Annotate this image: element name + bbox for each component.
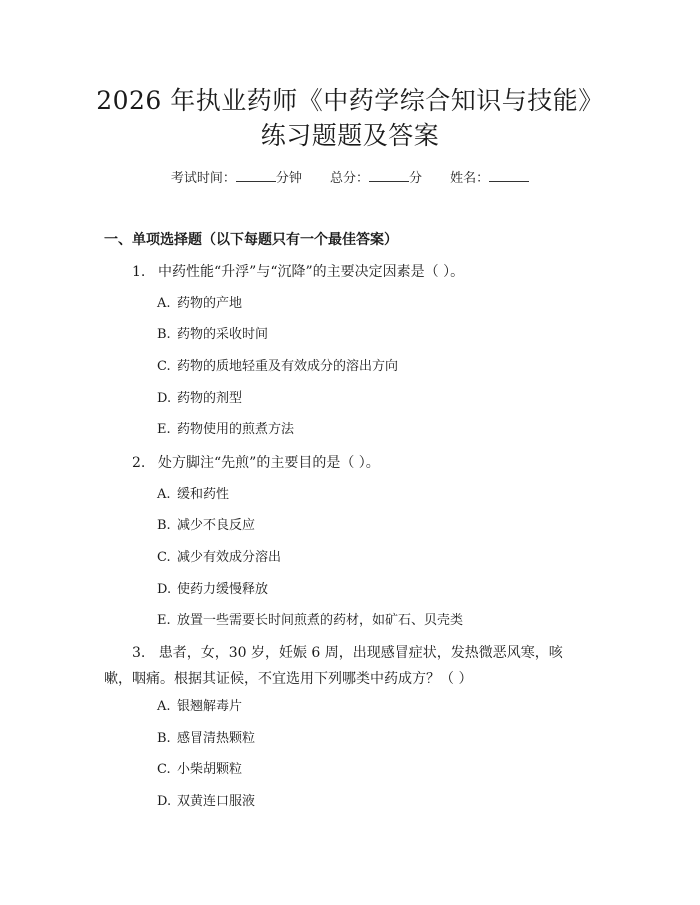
q2-option-b xyxy=(157,516,255,536)
exam-time-blank xyxy=(236,169,276,182)
option-text: 双黄连口服液 xyxy=(177,794,256,809)
exam-time-field xyxy=(171,169,302,188)
question-2 xyxy=(132,453,380,473)
question-text: 中药性能“升浮”与“沉降”的主要决定因素是（ ）。 xyxy=(158,264,465,280)
name-blank xyxy=(489,169,529,182)
option-text: 药物的采收时间 xyxy=(177,327,269,342)
option-letter: E. xyxy=(157,422,171,437)
total-score-unit: 分 xyxy=(409,171,423,186)
option-letter: A. xyxy=(157,699,171,714)
document-title-line-1: 2026 年执业药师《中药学综合知识与技能》 xyxy=(96,86,604,115)
q3-option-c xyxy=(157,760,242,780)
question-3 xyxy=(104,640,574,692)
q1-option-e xyxy=(157,420,294,440)
option-letter: C. xyxy=(157,762,171,777)
option-text: 使药力缓慢释放 xyxy=(177,582,269,597)
q1-option-c xyxy=(157,357,398,377)
q2-option-d xyxy=(157,580,268,600)
q3-option-b xyxy=(157,729,255,749)
exam-time-label: 考试时间： xyxy=(170,171,236,186)
option-letter: D. xyxy=(157,582,172,597)
option-letter: E. xyxy=(157,613,171,628)
option-letter: A. xyxy=(157,487,171,502)
option-letter: B. xyxy=(157,518,171,533)
total-score-label: 总分： xyxy=(329,171,369,186)
question-text: 患者，女，30 岁，妊娠 6 周，出现感冒症状，发热微恶风寒，咳嗽，咽痛。根据其证候，不宜选用下列哪类中药成方？（ ） xyxy=(104,645,563,687)
option-letter: A. xyxy=(157,296,171,311)
document-title-line-2: 练习题题及答案 xyxy=(260,121,440,150)
option-text: 放置一些需要长时间煎煮的药材，如矿石、贝壳类 xyxy=(177,613,464,628)
option-letter: C. xyxy=(157,359,171,374)
exam-time-unit: 分钟 xyxy=(275,171,302,186)
option-text: 感冒清热颗粒 xyxy=(177,731,256,746)
option-text: 药物的产地 xyxy=(177,296,243,311)
q2-option-c xyxy=(157,548,281,568)
question-number: 3. xyxy=(132,645,146,661)
exam-info-row xyxy=(0,169,700,188)
section-heading: 一、单项选择题（以下每题只有一个最佳答案） xyxy=(104,232,398,248)
q3-option-a xyxy=(157,697,242,717)
question-1 xyxy=(132,262,464,282)
name-field xyxy=(450,169,529,188)
option-letter: B. xyxy=(157,327,171,342)
option-text: 银翘解毒片 xyxy=(177,699,243,714)
option-text: 药物使用的煎煮方法 xyxy=(177,422,295,437)
option-text: 缓和药性 xyxy=(177,487,230,502)
option-letter: D. xyxy=(157,794,172,809)
total-score-field xyxy=(330,169,422,188)
option-text: 小柴胡颗粒 xyxy=(177,762,243,777)
total-score-blank xyxy=(369,169,409,182)
option-text: 减少有效成分溶出 xyxy=(177,550,282,565)
name-label: 姓名： xyxy=(450,171,490,186)
q2-option-a xyxy=(157,485,229,505)
q1-option-a xyxy=(157,294,242,314)
q2-option-e xyxy=(157,611,463,631)
question-number: 1. xyxy=(132,264,146,280)
option-text: 药物的质地轻重及有效成分的溶出方向 xyxy=(177,359,399,374)
option-letter: D. xyxy=(157,391,172,406)
option-letter: B. xyxy=(157,731,171,746)
question-text: 处方脚注“先煎”的主要目的是（ ）。 xyxy=(158,455,380,471)
q1-option-d xyxy=(157,389,242,409)
option-letter: C. xyxy=(157,550,171,565)
option-text: 药物的剂型 xyxy=(177,391,243,406)
question-number: 2. xyxy=(132,455,146,471)
q3-option-d xyxy=(157,792,255,812)
option-text: 减少不良反应 xyxy=(177,518,256,533)
q1-option-b xyxy=(157,325,268,345)
